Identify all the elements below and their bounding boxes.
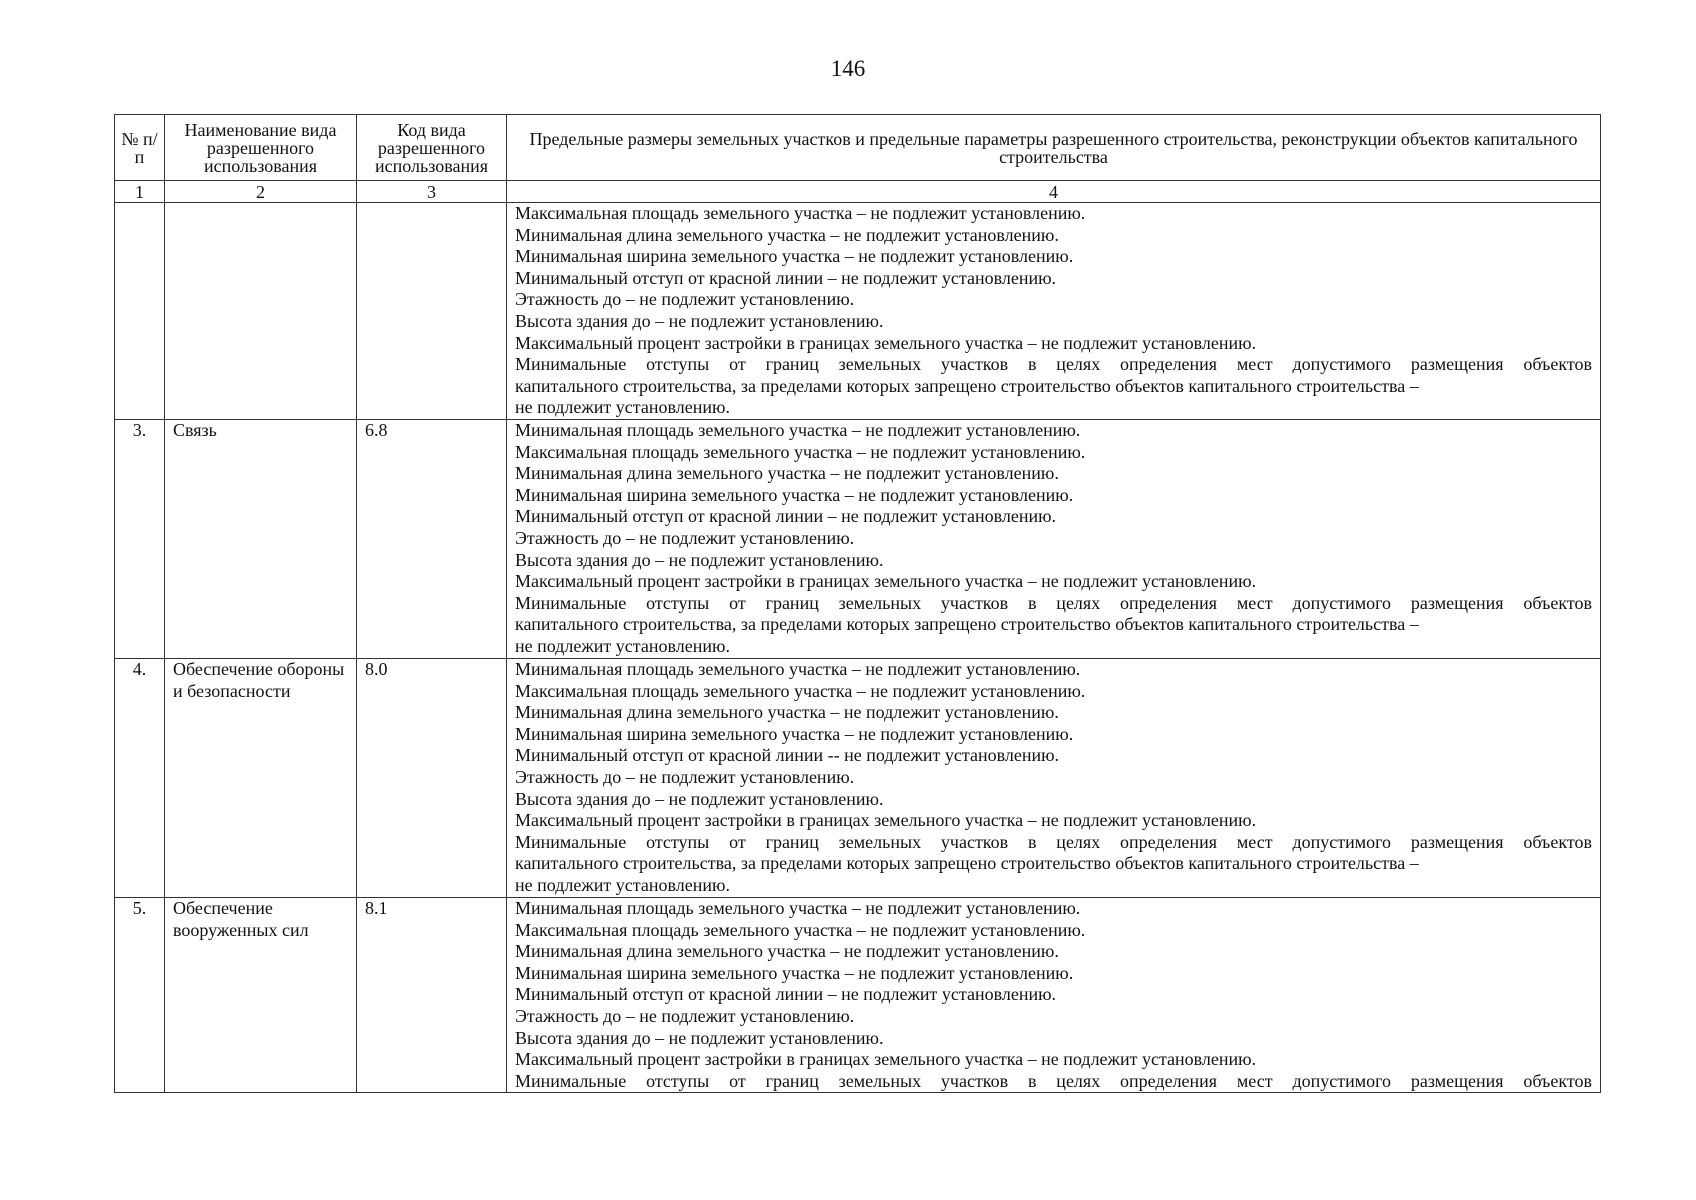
parameter-line: Максимальная площадь земельного участка – не подлежит установлению. bbox=[515, 919, 1086, 940]
parameter-line: капитального строительства, за пределами которых запрещено строительство объектов капитального строительства – bbox=[515, 614, 1419, 635]
parameter-line: Максимальный процент застройки в границах земельного участка – не подлежит установлению. bbox=[515, 810, 1257, 831]
use-code: 8.0 bbox=[357, 659, 507, 898]
parameter-line: Минимальный отступ от красной линии – не подлежит установлению. bbox=[515, 506, 1057, 527]
use-name: Обеспечение вооруженных сил bbox=[165, 898, 357, 1093]
parameter-line: Этажность до – не подлежит установлению. bbox=[515, 1005, 855, 1026]
parameter-line: Минимальная площадь земельного участка – не подлежит установлению. bbox=[515, 420, 1081, 440]
parameter-line: Высота здания до – не подлежит установлению. bbox=[515, 310, 884, 331]
parameter-line: не подлежит установлению. bbox=[515, 635, 730, 656]
parameter-line: Минимальные отступы от границ земельных участков в целях определения мест допустимого размещения объектов bbox=[515, 1070, 1592, 1091]
table-row bbox=[115, 659, 1601, 898]
parameter-line: Высота здания до – не подлежит установлению. bbox=[515, 1027, 884, 1048]
row-number bbox=[115, 203, 165, 420]
parameter-line: не подлежит установлению. bbox=[515, 874, 730, 895]
parameter-line: Этажность до – не подлежит установлению. bbox=[515, 289, 855, 310]
column-number: 2 bbox=[165, 181, 357, 203]
parameter-line: Минимальная длина земельного участка – не подлежит установлению. bbox=[515, 702, 1059, 723]
header-use-code: Код вида разрешенного использования bbox=[357, 115, 507, 181]
parameter-line: Максимальный процент застройки в границах земельного участка – не подлежит установлению. bbox=[515, 1049, 1257, 1070]
parameter-line: Минимальная длина земельного участка – не подлежит установлению. bbox=[515, 224, 1059, 245]
parameter-line: Максимальный процент застройки в границах земельного участка – не подлежит установлению. bbox=[515, 332, 1257, 353]
parameters-cell bbox=[507, 898, 1601, 1093]
parameter-line: Минимальная ширина земельного участка – не подлежит установлению. bbox=[515, 246, 1074, 267]
table-row bbox=[115, 420, 1601, 659]
row-number: 3. bbox=[115, 420, 165, 659]
column-number: 3 bbox=[357, 181, 507, 203]
parameter-line: Минимальные отступы от границ земельных участков в целях определения мест допустимого размещения объектов bbox=[515, 831, 1592, 852]
parameters-cell bbox=[507, 203, 1601, 420]
use-name bbox=[165, 203, 357, 420]
parameter-line: Минимальная длина земельного участка – не подлежит установлению. bbox=[515, 463, 1059, 484]
parameters-cell bbox=[507, 420, 1601, 659]
parameter-line: Этажность до – не подлежит установлению. bbox=[515, 766, 855, 787]
table-row bbox=[115, 898, 1601, 1093]
parameter-line: Минимальная площадь земельного участка – не подлежит установлению. bbox=[515, 898, 1081, 918]
row-number: 4. bbox=[115, 659, 165, 898]
parameter-line: не подлежит установлению. bbox=[515, 397, 730, 418]
column-number: 4 bbox=[507, 181, 1601, 203]
column-number: 1 bbox=[115, 181, 165, 203]
parameter-line: Минимальная ширина земельного участка – не подлежит установлению. bbox=[515, 962, 1074, 983]
parameters-cell bbox=[507, 659, 1601, 898]
row-number: 5. bbox=[115, 898, 165, 1093]
land-use-parameters-table bbox=[114, 114, 1601, 1093]
header-parameters: Предельные размеры земельных участков и предельные параметры разрешенного строительства, реконструкции объектов капитального строительства bbox=[507, 115, 1601, 181]
table-header-row bbox=[115, 115, 1601, 181]
parameter-line: капитального строительства, за пределами которых запрещено строительство объектов капитального строительства – bbox=[515, 853, 1419, 874]
parameter-line: Минимальная ширина земельного участка – не подлежит установлению. bbox=[515, 723, 1074, 744]
page-number: 146 bbox=[830, 56, 866, 81]
header-use-name: Наименование вида разрешенного использования bbox=[165, 115, 357, 181]
use-code: 8.1 bbox=[357, 898, 507, 1093]
parameter-line: Минимальная площадь земельного участка – не подлежит установлению. bbox=[515, 659, 1081, 679]
parameter-line: Минимальный отступ от красной линии -- не подлежит установлению. bbox=[515, 745, 1060, 766]
parameter-line: Максимальный процент застройки в границах земельного участка – не подлежит установлению. bbox=[515, 571, 1257, 592]
parameter-line: Максимальная площадь земельного участка – не подлежит установлению. bbox=[515, 203, 1086, 223]
parameter-line: Минимальная ширина земельного участка – не подлежит установлению. bbox=[515, 484, 1074, 505]
parameter-line: Минимальные отступы от границ земельных участков в целях определения мест допустимого размещения объектов bbox=[515, 592, 1592, 613]
use-name: Связь bbox=[165, 420, 357, 659]
parameter-line: Высота здания до – не подлежит установлению. bbox=[515, 549, 884, 570]
parameter-line: Этажность до – не подлежит установлению. bbox=[515, 527, 855, 548]
parameter-line: Максимальная площадь земельного участка – не подлежит установлению. bbox=[515, 680, 1086, 701]
parameter-line: Минимальная длина земельного участка – не подлежит установлению. bbox=[515, 941, 1059, 962]
parameter-line: капитального строительства, за пределами которых запрещено строительство объектов капитального строительства – bbox=[515, 375, 1419, 396]
parameter-line: Минимальный отступ от красной линии – не подлежит установлению. bbox=[515, 267, 1057, 288]
parameter-line: Высота здания до – не подлежит установлению. bbox=[515, 788, 884, 809]
header-number: № п/п bbox=[115, 115, 165, 181]
parameter-line: Максимальная площадь земельного участка – не подлежит установлению. bbox=[515, 441, 1086, 462]
use-code bbox=[357, 203, 507, 420]
parameter-line: Минимальные отступы от границ земельных участков в целях определения мест допустимого размещения объектов bbox=[515, 354, 1592, 375]
parameter-line: Минимальный отступ от красной линии – не подлежит установлению. bbox=[515, 984, 1057, 1005]
use-name: Обеспечение обороны и безопасности bbox=[165, 659, 357, 898]
table-row bbox=[115, 203, 1601, 420]
use-code: 6.8 bbox=[357, 420, 507, 659]
column-number-row bbox=[115, 181, 1601, 203]
